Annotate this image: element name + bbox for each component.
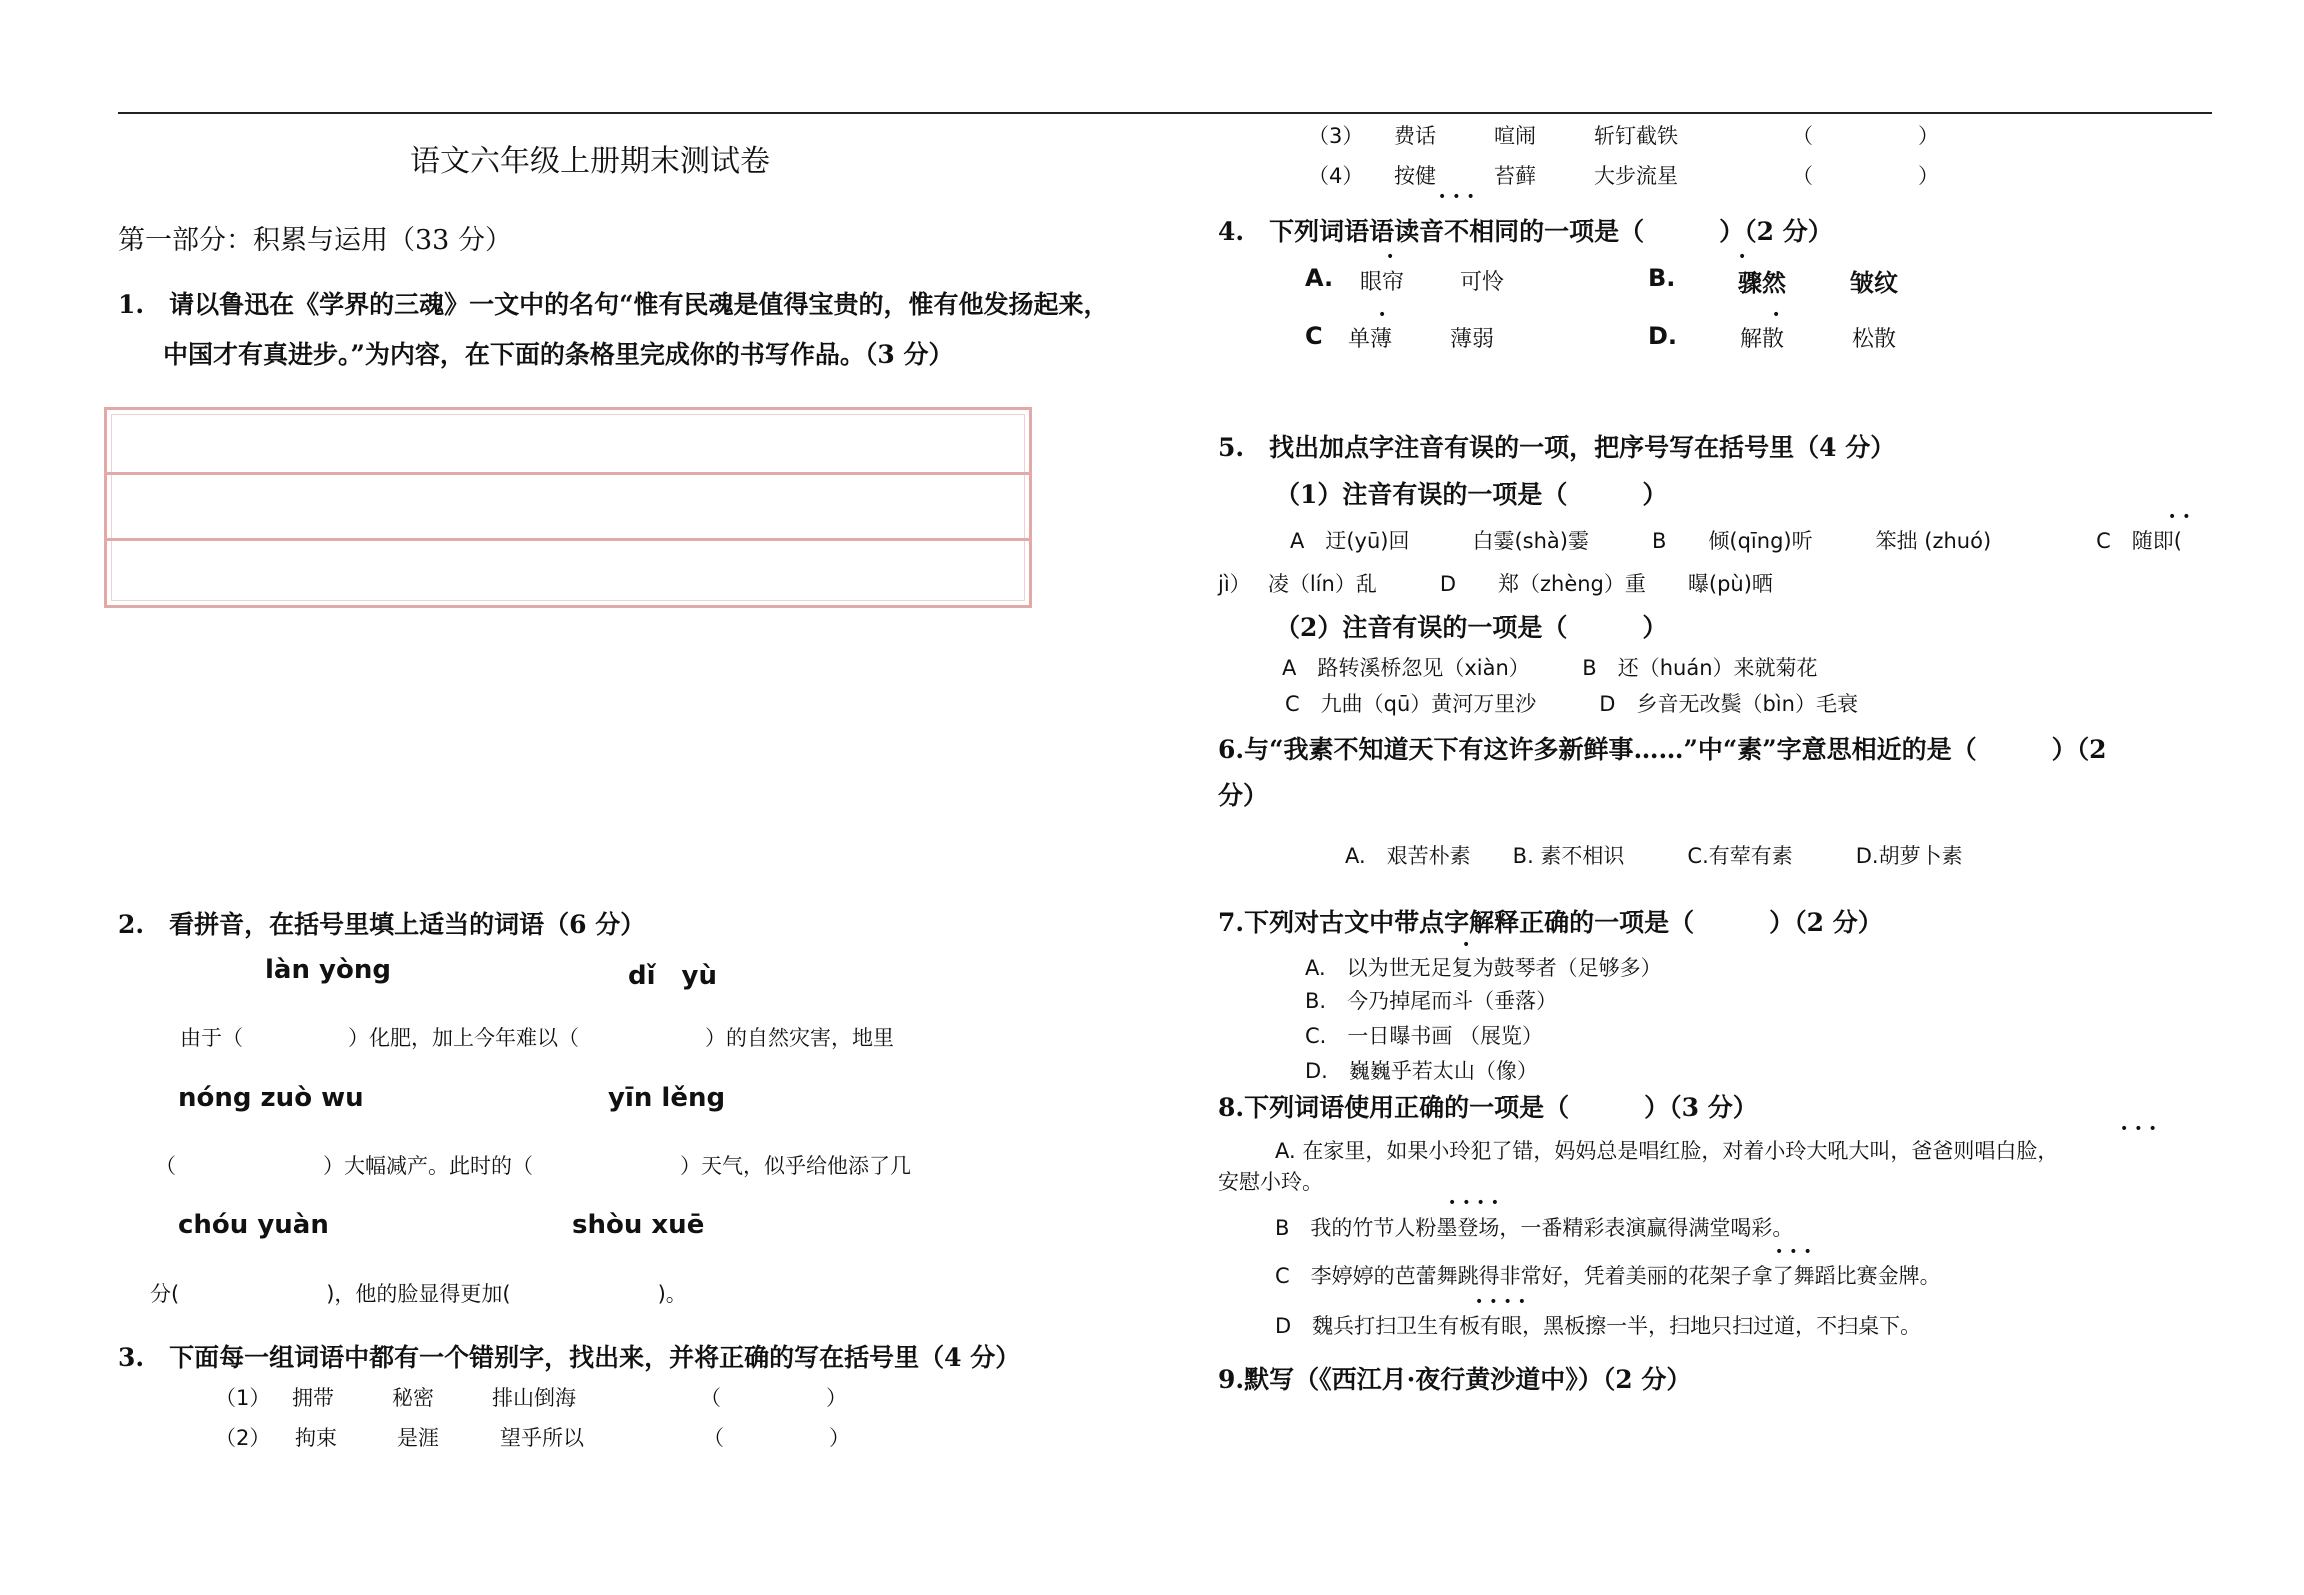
emphasis-dots: •: [1378, 307, 1393, 323]
emphasis-dots: •••: [1438, 189, 1481, 205]
q7-title: 7.下列对古文中带点字解释正确的一项是（ ）（2 分）: [1218, 908, 1883, 937]
q2-sentence-3: 分( )，他的脸显得更加( )。: [150, 1282, 687, 1306]
q7-option-c: C. 一日曝书画 （展览）: [1305, 1024, 1544, 1048]
q3-row2-answer[interactable]: （ ）: [703, 1426, 850, 1450]
q3-row2-word-c: 望乎所以: [500, 1426, 584, 1450]
q4-option-b-word1: 骤然: [1738, 269, 1786, 297]
q2-pinyin-2a: nóng zuò wu: [178, 1083, 364, 1113]
q8-title: 8.下列词语使用正确的一项是（ ）（3 分）: [1218, 1093, 1758, 1122]
q3-row4-answer[interactable]: （ ）: [1792, 164, 1939, 188]
q4-option-c-word1: 单薄: [1348, 327, 1393, 352]
q4-option-a-label: A.: [1305, 264, 1334, 292]
q3-title: 3. 下面每一组词语中都有一个错别字，找出来，并将正确的写在括号里（4 分）: [118, 1343, 1021, 1372]
emphasis-dots: ••: [2168, 509, 2197, 525]
q8-option-c: C 李婷婷的芭蕾舞跳得非常好，凭着美丽的花架子拿了舞蹈比赛金牌。: [1275, 1264, 1941, 1288]
q4-option-d-label: D.: [1648, 322, 1678, 350]
q2-sentence-1: 由于（ ）化肥，加上今年难以（ ）的自然灾害，地里: [180, 1026, 894, 1050]
q3-row2-word-b: 是涯: [397, 1426, 439, 1450]
q8-option-a-line2: 安慰小玲。: [1218, 1170, 1323, 1194]
q3-row4-number: （4）: [1308, 164, 1364, 188]
q5-sub2-options-line1: A 路转溪桥忽见（xiàn） B 还（huán）来就菊花: [1282, 656, 1818, 680]
q2-pinyin-3b: shòu xuē: [572, 1210, 705, 1240]
q4-option-a-word2: 可怜: [1460, 270, 1505, 295]
q8-option-b: B 我的竹节人粉墨登场，一番精彩表演赢得满堂喝彩。: [1275, 1216, 1794, 1240]
q3-row1-word-b: 秘密: [392, 1386, 434, 1410]
q4-option-d-word2: 松散: [1852, 327, 1897, 352]
q1-line2: 中国才有真进步。”为内容，在下面的条格里完成你的书写作品。（3 分）: [163, 340, 954, 369]
writing-grid[interactable]: [104, 407, 1032, 608]
q3-row4-word-b: 苔藓: [1494, 164, 1536, 188]
q8-option-a-line1: A. 在家里，如果小玲犯了错，妈妈总是唱红脸，对着小玲大吼大叫，爸爸则唱白脸，: [1275, 1139, 2059, 1163]
q3-row2-word-a: 拘束: [295, 1426, 337, 1450]
q5-sub2: （2）注音有误的一项是（ ）: [1275, 613, 1668, 642]
q7-option-b: B. 今乃掉尾而斗（垂落）: [1305, 989, 1558, 1013]
writing-grid-row-divider: [107, 538, 1029, 541]
q6-options: A. 艰苦朴素 B. 素不相识 C.有荤有素 D.胡萝卜素: [1345, 844, 1963, 868]
q3-row3-answer[interactable]: （ ）: [1792, 124, 1939, 148]
q3-row3-number: （3）: [1308, 124, 1364, 148]
q5-sub2-options-line2: C 九曲（qū）黄河万里沙 D 乡音无改鬓（bìn）毛衰: [1285, 692, 1858, 716]
writing-grid-row-divider: [107, 472, 1029, 475]
top-rule: [118, 112, 2212, 114]
q2-title: 2. 看拼音，在括号里填上适当的词语（6 分）: [118, 910, 646, 939]
q5-sub1: （1）注音有误的一项是（ ）: [1275, 480, 1668, 509]
q4-option-b-word2: 皱纹: [1850, 269, 1898, 297]
q7-option-d: D. 巍巍乎若太山（像）: [1305, 1059, 1538, 1083]
q2-pinyin-2b: yīn lěng: [608, 1083, 726, 1113]
q3-row1-answer[interactable]: （ ）: [700, 1386, 847, 1410]
q4-option-b-label: B.: [1648, 264, 1676, 292]
q3-row3-word-c: 斩钉截铁: [1594, 124, 1678, 148]
q3-row4-word-c: 大步流星: [1594, 164, 1678, 188]
q4-title: 4. 下列词语语读音不相同的一项是（ ）（2 分）: [1218, 217, 1833, 246]
q4-option-c-label: C: [1305, 322, 1323, 350]
emphasis-dots: •••: [1775, 1244, 1818, 1260]
q2-pinyin-3a: chóu yuàn: [178, 1210, 329, 1240]
q3-row1-number: （1）: [215, 1386, 271, 1410]
q2-pinyin-1b: dǐ yù: [628, 961, 717, 991]
q6-line1: 6.与“我素不知道天下有这许多新鲜事……”中“素”字意思相近的是（ ）（2: [1218, 735, 2107, 764]
q3-row1-word-c: 排山倒海: [492, 1386, 576, 1410]
q3-row1-word-a: 拥带: [292, 1386, 334, 1410]
emphasis-dots: ••••: [1475, 1294, 1533, 1310]
q6-line2: 分）: [1218, 781, 1269, 810]
emphasis-dots: •: [1738, 249, 1753, 265]
emphasis-dots: •: [1386, 249, 1401, 265]
writing-grid-inner: [111, 414, 1025, 601]
q1-line1: 1. 请以鲁迅在《学界的三魂》一文中的名句“惟有民魂是值得宝贵的，惟有他发扬起来，: [118, 290, 1109, 319]
q2-sentence-2: （ ）大幅减产。此时的（ ）天气，似乎给他添了几: [155, 1154, 911, 1178]
q4-option-c-word2: 薄弱: [1450, 327, 1495, 352]
q9-title: 9.默写（《西江月·夜行黄沙道中》）（2 分）: [1218, 1365, 1692, 1394]
q5-title: 5. 找出加点字注音有误的一项，把序号写在括号里（4 分）: [1218, 433, 1896, 462]
emphasis-dots: •: [1462, 937, 1477, 953]
emphasis-dots: •: [1772, 307, 1787, 323]
q5-sub1-options-line1: A 迂(yū)回 白霎(shà)霎 B 倾(qīng)听 笨拙 (zhuó) C 随即(: [1290, 529, 2182, 553]
q5-sub1-options-line2: jì） 凌（lín）乱 D 郑（zhèng）重 曝(pù)晒: [1218, 572, 1773, 596]
q7-option-a: A. 以为世无足复为鼓琴者（足够多）: [1305, 956, 1662, 980]
page-title: 语文六年级上册期末测试卷: [410, 144, 770, 179]
q2-pinyin-1a: làn yòng: [265, 955, 391, 985]
q8-option-d: D 魏兵打扫卫生有板有眼，黑板擦一半，扫地只扫过道，不扫桌下。: [1275, 1314, 1922, 1338]
q3-row3-word-a: 费话: [1394, 124, 1436, 148]
q3-row2-number: （2）: [215, 1426, 271, 1450]
emphasis-dots: •••: [2120, 1121, 2163, 1137]
q3-row4-word-a: 按健: [1394, 164, 1436, 188]
q4-option-a-word1: 眼帘: [1360, 270, 1405, 295]
emphasis-dots: ••••: [1448, 1195, 1506, 1211]
part-one-heading: 第一部分：积累与运用（33 分）: [118, 225, 512, 256]
q3-row3-word-b: 喧闹: [1494, 124, 1536, 148]
q4-option-d-word1: 解散: [1740, 327, 1785, 352]
